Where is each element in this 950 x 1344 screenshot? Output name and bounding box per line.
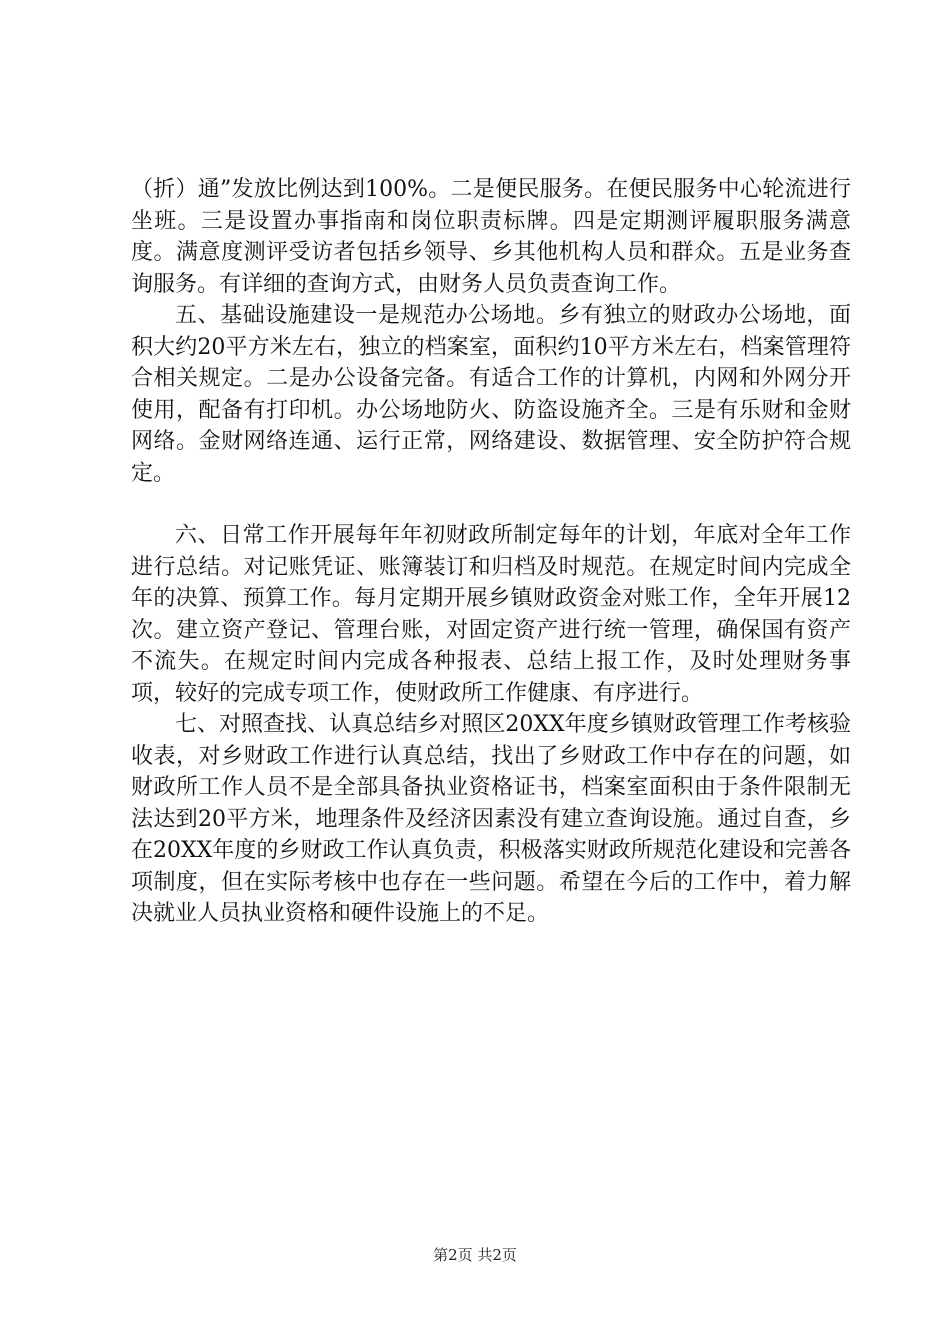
page-footer: 第2页 共2页 bbox=[433, 1246, 517, 1264]
paragraph-continuation: （折）通”发放比例达到100%。二是便民服务。在便民服务中心轮流进行坐班。三是设置办事指南和岗位职责标牌。四是定期测评履职服务满意度。满意度测评受访者包括乡领导、乡其他机构人员和群众。五是业务查询服务。有详细的查询方式，由财务人员负责查询工作。 bbox=[131, 177, 851, 297]
paragraph-section-five: 五、基础设施建设一是规范办公场地。乡有独立的财政办公场地，面积大约20平方米左右，独立的档案室，面积约10平方米左右，档案管理符合相关规定。二是办公设备完备。有适合工作的计算机，内网和外网分开使用，配备有打印机。办公场地防火、防盗设施齐全。三是有乐财和金财网络。金财网络连通、运行正常，网络建设、数据管理、安全防护符合规定。 bbox=[131, 303, 851, 486]
paragraph-section-six: 六、日常工作开展每年年初财政所制定每年的计划，年底对全年工作进行总结。对记账凭证、账簿装订和归档及时规范。在规定时间内完成全年的决算、预算工作。每月定期开展乡镇财政资金对账工作，全年开展12次。建立资产登记、管理台账，对固定资产进行统一管理，确保国有资产不流失。在规定时间内完成各种报表、总结上报工作，及时处理财务事项，较好的完成专项工作，使财政所工作健康、有序进行。 bbox=[131, 523, 851, 706]
document-body bbox=[131, 174, 851, 930]
paragraph-section-seven: 七、对照查找、认真总结乡对照区20XX年度乡镇财政管理工作考核验收表，对乡财政工作进行认真总结，找出了乡财政工作中存在的问题，如财政所工作人员不是全部具备执业资格证书，档案室面积由于条件限制无法达到20平方米，地理条件及经济因素没有建立查询设施。通过自查，乡在20XX年度的乡财政工作认真负责，积极落实财政所规范化建设和完善各项制度，但在实际考核中也存在一些问题。希望在今后的工作中，着力解决就业人员执业资格和硬件设施上的不足。 bbox=[131, 712, 851, 926]
